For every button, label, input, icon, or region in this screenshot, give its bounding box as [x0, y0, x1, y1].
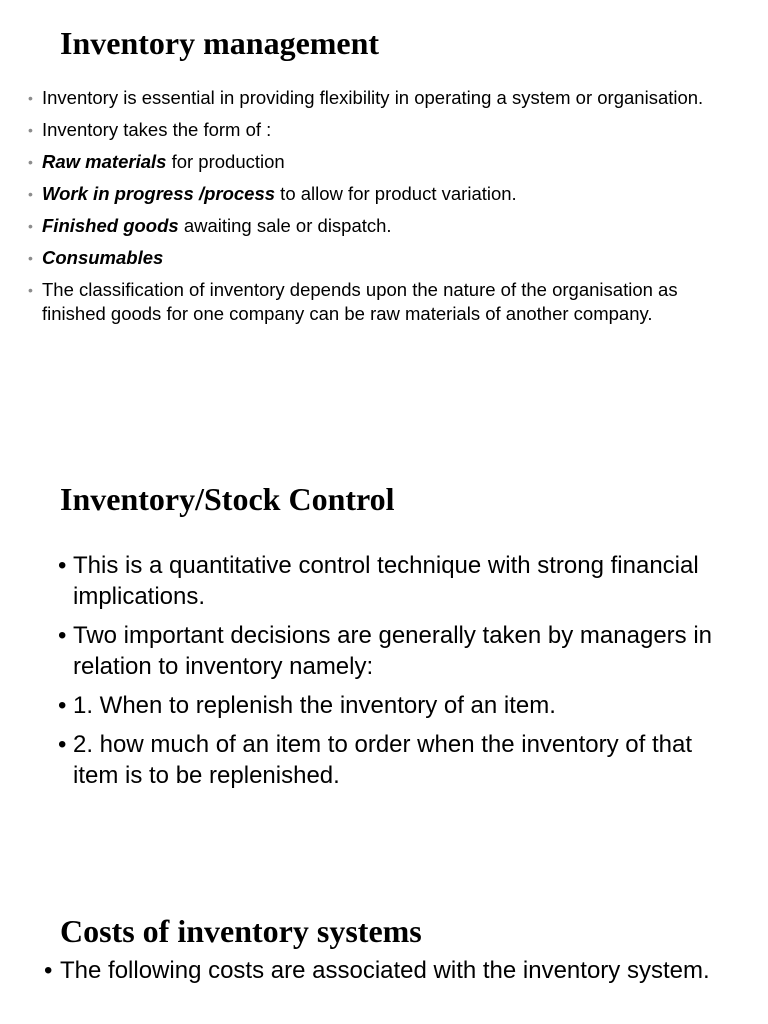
- bullet-item: [58, 620, 718, 682]
- bullet-icon: •: [28, 90, 33, 106]
- bullet-text: awaiting sale or dispatch.: [178, 215, 392, 236]
- bullet-icon: •: [28, 250, 33, 266]
- bullet-icon: •: [28, 218, 33, 234]
- bullet-icon: •: [58, 692, 67, 719]
- bullet-text: The classification of inventory depends upon the nature of the organisation as finished goods for one company can be raw materials of another company.: [42, 279, 678, 324]
- bullet-text: Inventory takes the form of :: [42, 119, 272, 140]
- bullet-list: [58, 550, 718, 799]
- bullet-item: [44, 955, 724, 986]
- slide-costs-of-inventory: [0, 900, 768, 1024]
- bullet-icon: •: [28, 154, 33, 170]
- bullet-icon: •: [28, 282, 33, 298]
- slide-stock-control: [0, 470, 768, 810]
- slide-inventory-management: [0, 0, 768, 400]
- bullet-icon: •: [58, 622, 67, 649]
- bullet-item: [28, 150, 708, 174]
- bullet-text: Two important decisions are generally taken by managers in relation to inventory namely:: [73, 622, 712, 680]
- bullet-text: to allow for product variation.: [275, 183, 517, 204]
- bullet-list: [44, 955, 724, 986]
- bullet-icon: •: [44, 957, 53, 984]
- bullet-text: 2. how much of an item to order when the inventory of that item is to be replenished.: [73, 731, 693, 789]
- bullet-text: This is a quantitative control technique with strong financial implications.: [73, 552, 699, 610]
- bullet-icon: •: [58, 552, 67, 579]
- slide-title: Inventory management: [60, 25, 380, 61]
- bullet-item: [28, 86, 708, 110]
- bullet-item: [28, 182, 708, 206]
- bullet-item: [58, 729, 718, 791]
- bullet-icon: •: [28, 122, 33, 138]
- bullet-lead-term: Finished goods: [42, 215, 179, 236]
- bullet-text: for production: [166, 151, 285, 172]
- slide-title: Inventory/Stock Control: [60, 481, 395, 517]
- bullet-item: [28, 118, 708, 142]
- bullet-item: [58, 550, 718, 612]
- bullet-text: Inventory is essential in providing flexibility in operating a system or organisation.: [42, 87, 704, 108]
- bullet-item: [58, 690, 718, 721]
- bullet-text: 1. When to replenish the inventory of an item.: [73, 692, 556, 719]
- bullet-lead-term: Consumables: [42, 247, 164, 268]
- bullet-icon: •: [28, 186, 33, 202]
- bullet-lead-term: Raw materials: [42, 151, 167, 172]
- bullet-item: [28, 278, 708, 326]
- bullet-item: [28, 246, 708, 270]
- bullet-text: The following costs are associated with the inventory system.: [60, 957, 710, 984]
- bullet-list: [28, 86, 708, 334]
- bullet-item: [28, 214, 708, 238]
- bullet-icon: •: [58, 731, 67, 758]
- bullet-lead-term: Work in progress /process: [42, 183, 276, 204]
- slide-title: Costs of inventory systems: [60, 913, 422, 949]
